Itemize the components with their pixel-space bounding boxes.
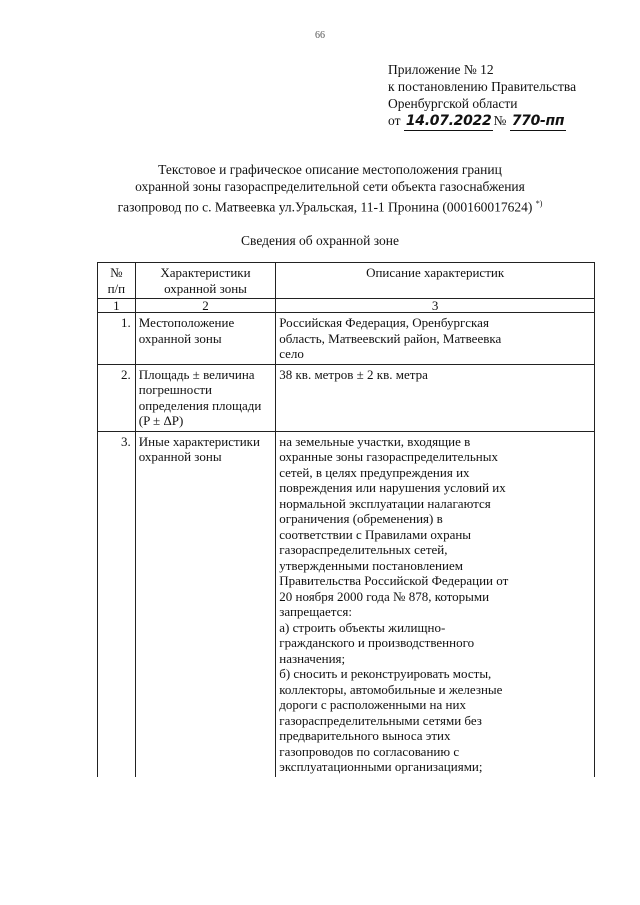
cell-line: газораспределительных сетей,	[279, 542, 448, 557]
document-title	[70, 161, 590, 216]
cell-line: утвержденными постановлением	[279, 557, 463, 573]
appendix-date: 14.07.2022	[405, 113, 492, 129]
appendix-prefix: от	[388, 113, 401, 128]
row-description	[276, 431, 595, 777]
header-characteristic	[135, 263, 276, 299]
appendix-line-3: Оренбургской области	[388, 96, 518, 111]
cell-line: охранной зоны	[138, 330, 222, 346]
cell-line: Иные характеристики	[138, 433, 260, 449]
appendix-number: 770-пп	[511, 113, 565, 129]
cell-line: 38 кв. метров ± 2 кв. метра	[279, 366, 428, 382]
header-characteristic-line: Характеристики	[160, 265, 251, 280]
cell-line: погрешности	[138, 382, 212, 397]
title-line-2: охранной зоны газораспределительной сети объекта газоснабжения	[135, 179, 525, 194]
cell-line: определения площади	[138, 397, 262, 413]
cell-line: 20 ноября 2000 года № 878, которыми	[279, 588, 490, 604]
cell-line: а) строить объекты жилищно-	[279, 619, 446, 635]
header-number	[98, 263, 136, 299]
cell-line: гражданского и производственного	[279, 635, 475, 650]
footnote-mark: *)	[535, 199, 543, 208]
appendix-block	[388, 61, 576, 131]
appendix-line-1: Приложение № 12	[388, 62, 494, 77]
appendix-number-sign: №	[493, 113, 507, 128]
cell-line: соответствии с Правилами охраны	[279, 526, 472, 542]
cell-line: б) сносить и реконструировать мосты,	[279, 666, 492, 681]
row-number: 3.	[98, 431, 136, 777]
column-number: 2	[135, 299, 276, 313]
cell-line: нормальной эксплуатации налагаются	[279, 495, 491, 511]
row-characteristic	[135, 313, 276, 365]
row-number: 1.	[98, 313, 136, 365]
table-row	[98, 313, 595, 365]
table-row	[98, 431, 595, 777]
title-line-3-text: газопровод по с. Матвеевка ул.Уральская, 11-1 Пронина (000160017624)	[117, 199, 533, 215]
cell-line: предварительного выноса этих	[279, 728, 451, 743]
header-description: Описание характеристик	[276, 263, 595, 299]
column-numbers-row	[98, 299, 595, 313]
cell-line: ограничения (обременения) в	[279, 511, 443, 526]
cell-line: область, Матвеевский район, Матвеевка	[279, 330, 502, 346]
cell-line: сетей, в целях предупреждения их	[279, 464, 470, 480]
cell-line: (P ± ΔP)	[138, 413, 184, 428]
cell-line: запрещается:	[279, 604, 352, 619]
cell-line: эксплуатационными организациями;	[279, 759, 483, 774]
table-row	[98, 364, 595, 431]
cell-line: на земельные участки, входящие в	[279, 433, 471, 449]
table-header-row	[98, 263, 595, 299]
protection-zone-table	[97, 262, 595, 777]
cell-line: назначения;	[279, 650, 346, 666]
row-description	[276, 313, 595, 365]
column-number: 1	[98, 299, 136, 313]
row-characteristic	[135, 364, 276, 431]
cell-line: охранной зоны	[138, 449, 222, 464]
header-characteristic-line: охранной зоны	[164, 280, 247, 296]
cell-line: газопроводов по согласованию с	[279, 743, 460, 759]
cell-line: Площадь ± величина	[138, 366, 255, 382]
header-number-line: п/п	[107, 280, 126, 296]
row-characteristic	[135, 431, 276, 777]
cell-line: Российская Федерация, Оренбургская	[279, 315, 489, 330]
cell-line: село	[279, 346, 304, 361]
title-line-3	[70, 195, 590, 216]
cell-line: Правительства Российской Федерации от	[279, 573, 509, 588]
cell-line: газораспределительными сетями без	[279, 712, 482, 728]
appendix-line-2: к постановлению Правительства	[388, 79, 577, 94]
row-description	[276, 364, 595, 431]
cell-line: повреждения или нарушения условий их	[279, 480, 506, 495]
page-number: 66	[315, 30, 325, 41]
appendix-date-line	[388, 112, 576, 131]
cell-line: Местоположение	[138, 315, 235, 330]
cell-line: дороги с расположенными на них	[279, 697, 466, 712]
cell-line: коллекторы, автомобильные и железные	[279, 681, 503, 697]
section-title: Сведения об охранной зоне	[241, 233, 399, 248]
column-number: 3	[276, 299, 595, 313]
title-line-1: Текстовое и графическое описание местоположения границ	[158, 162, 502, 177]
cell-line: охранные зоны газораспределительных	[279, 449, 498, 464]
row-number: 2.	[98, 364, 136, 431]
header-number-line: №	[110, 265, 123, 280]
